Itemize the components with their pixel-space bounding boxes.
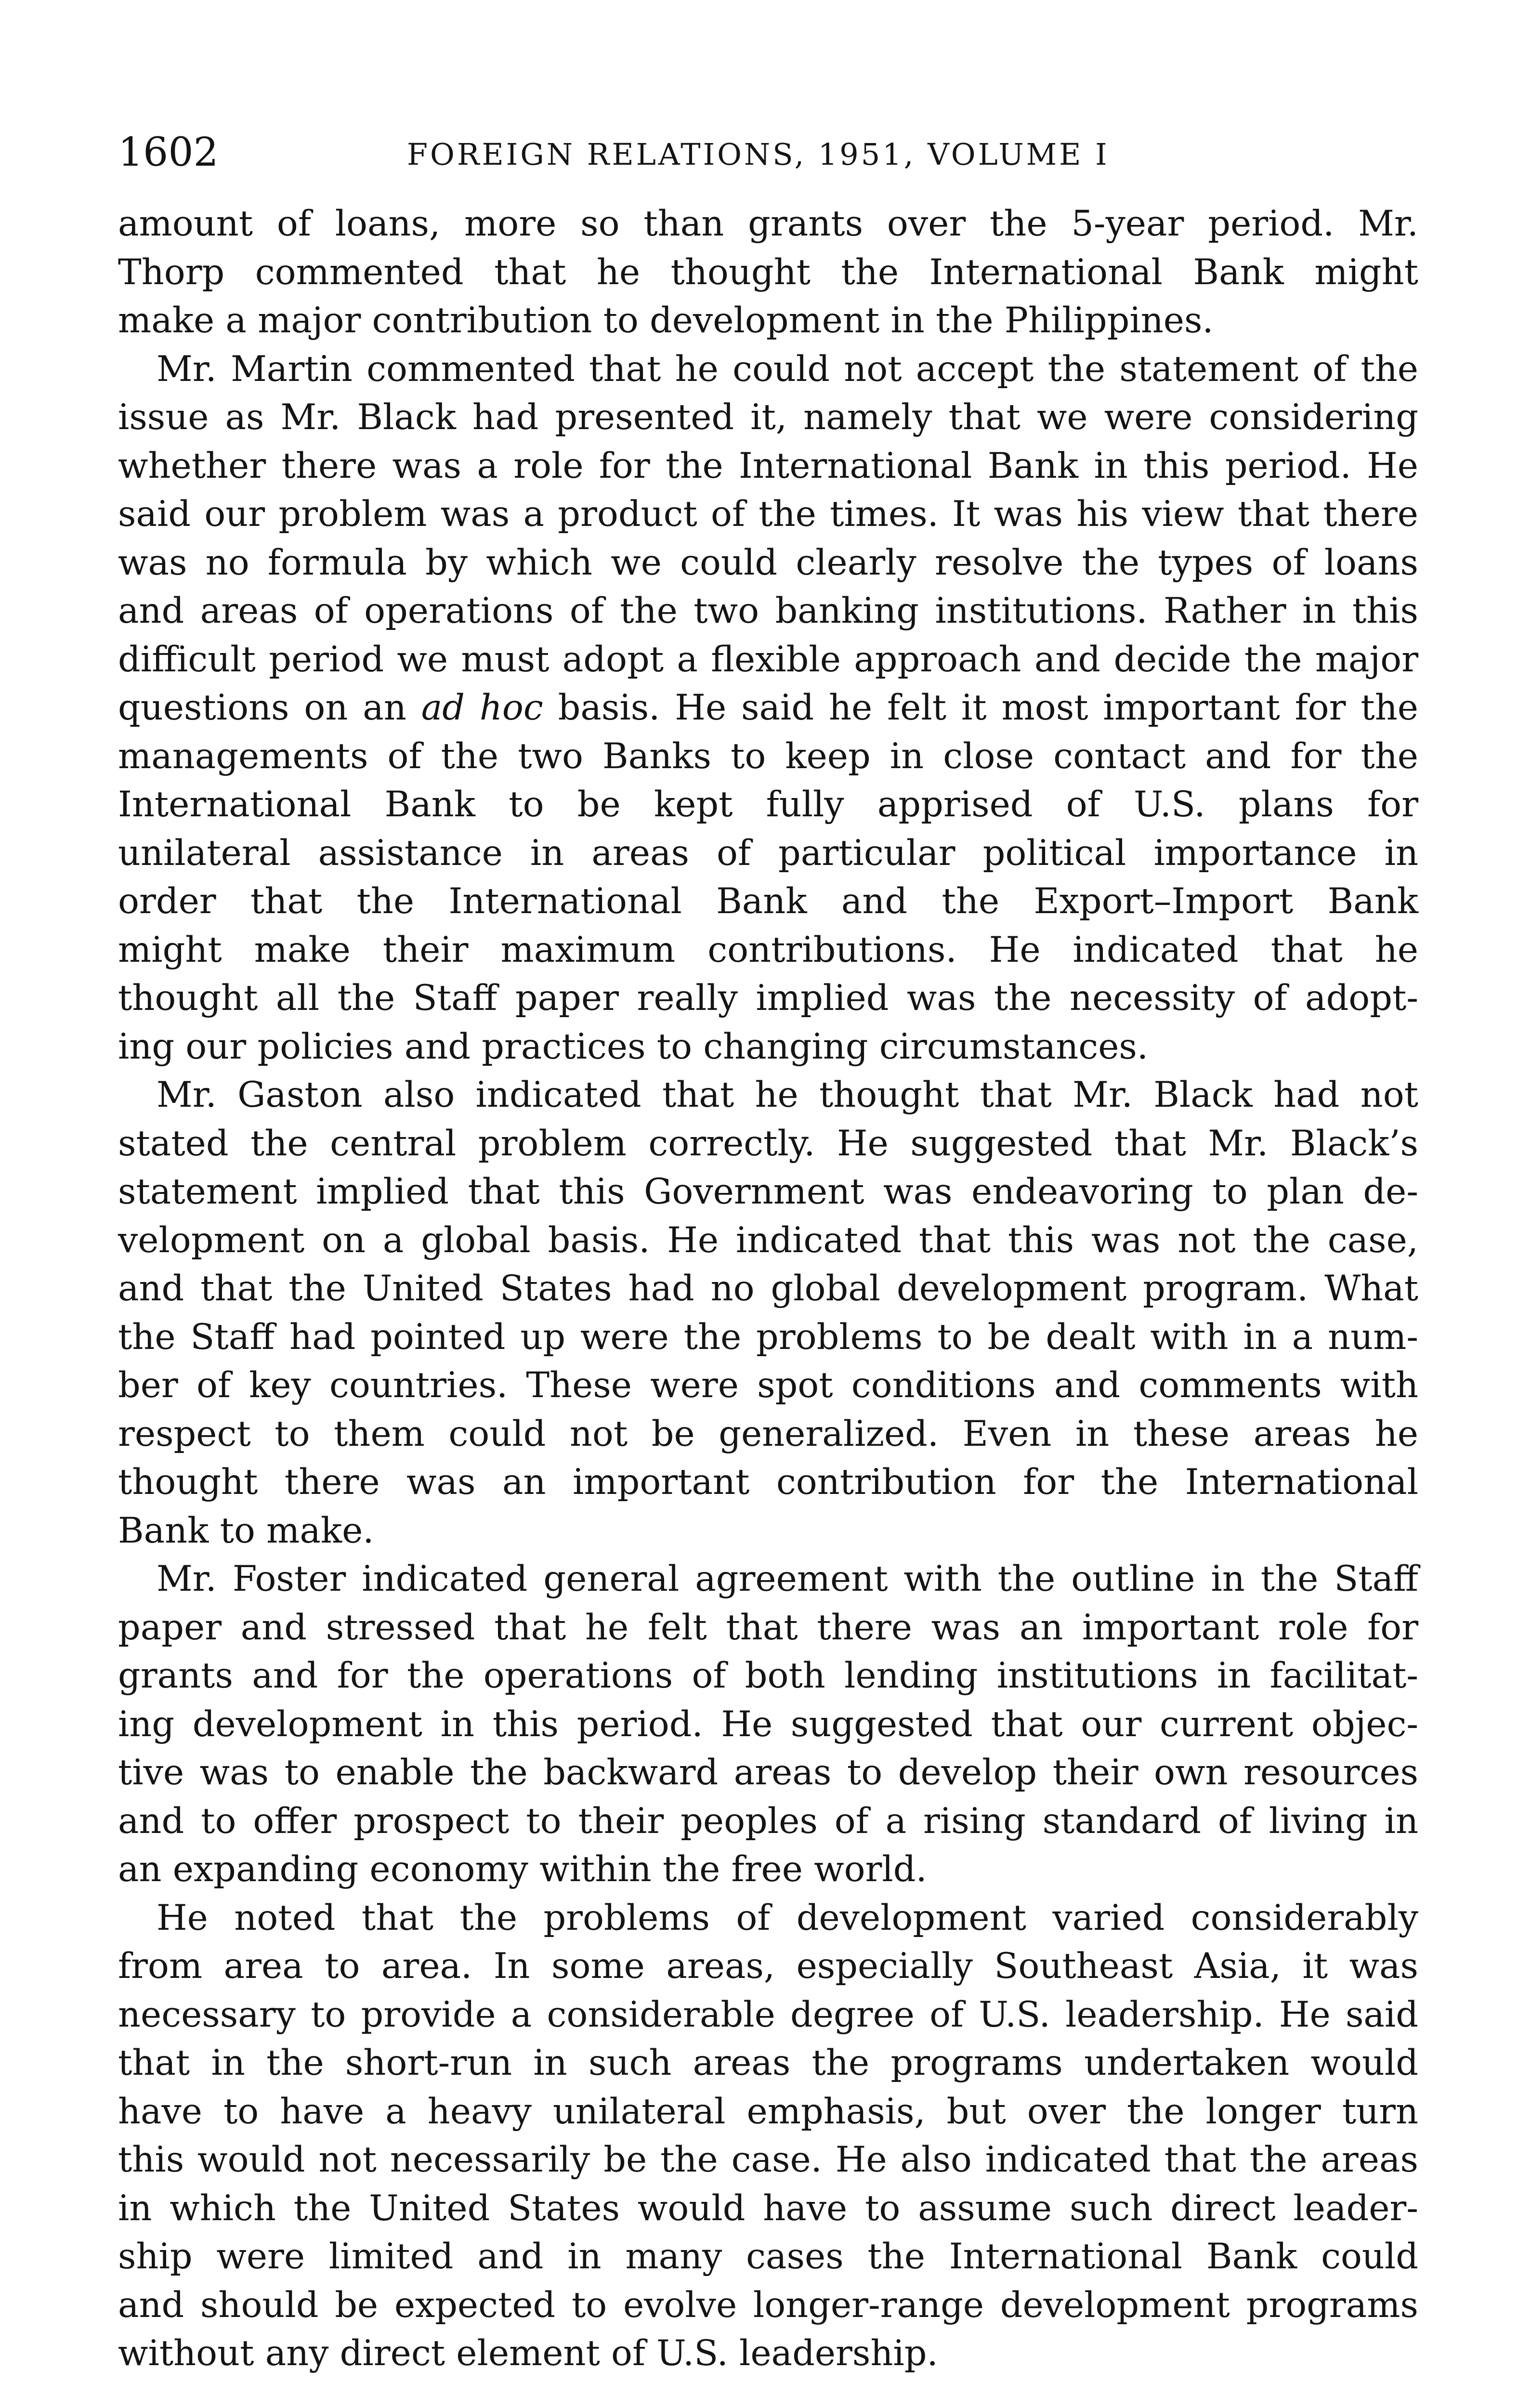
- text-line: respect to them could not be generalized. Even in these areas he: [118, 1413, 1418, 1454]
- text-line: the Staff had pointed up were the problems to be dealt with in a num-: [118, 1316, 1418, 1358]
- text-line: necessary to provide a considerable degree of U.S. leadership. He said: [118, 1994, 1418, 2035]
- text-run: basis. He said he felt it most important for the: [543, 687, 1418, 728]
- italic-term: ad hoc: [421, 687, 543, 728]
- text-line: paper and stressed that he felt that there was an important role for: [118, 1607, 1418, 1648]
- text-line: amount of loans, more so than grants over the 5-year period. Mr.: [118, 203, 1418, 244]
- text-line: He noted that the problems of development varied considerably: [157, 1897, 1418, 1938]
- text-line: might make their maximum contributions. He indicated that he: [118, 929, 1418, 970]
- page-number: 1602: [118, 130, 219, 175]
- text-line: from area to area. In some areas, especially Southeast Asia, it was: [118, 1946, 1418, 1987]
- paragraph: [118, 1894, 1418, 2378]
- text-line: International Bank to be kept fully apprised of U.S. plans for: [118, 784, 1418, 825]
- body-text: [118, 200, 1418, 2378]
- text-line: thought there was an important contribution for the International: [118, 1462, 1418, 1503]
- text-line: velopment on a global basis. He indicated that this was not the case,: [118, 1219, 1418, 1261]
- text-line: in which the United States would have to assume such direct leader-: [118, 2187, 1418, 2229]
- paragraph: [118, 345, 1418, 1072]
- text-line: ship were limited and in many cases the International Bank could: [118, 2236, 1418, 2277]
- text-line: Mr. Gaston also indicated that he thought that Mr. Black had not: [157, 1074, 1418, 1115]
- text-line: thought all the Staff paper really implied was the necessity of adopt-: [118, 978, 1418, 1019]
- text-line: this would not necessarily be the case. He also indicated that the areas: [118, 2139, 1418, 2180]
- text-line: an expanding economy within the free world.: [118, 1849, 927, 1890]
- text-line: Thorp commented that he thought the International Bank might: [118, 251, 1418, 293]
- text-line: make a major contribution to development in the Philippines.: [118, 300, 1214, 341]
- paragraph: [118, 200, 1418, 345]
- text-line: ing development in this period. He suggested that our current objec-: [118, 1703, 1418, 1745]
- text-line: and areas of operations of the two banking institutions. Rather in this: [118, 590, 1418, 631]
- text-line: difficult period we must adopt a flexible approach and decide the major: [118, 639, 1418, 680]
- running-header: [118, 126, 1418, 184]
- text-line: managements of the two Banks to keep in close contact and for the: [118, 735, 1418, 777]
- text-line: whether there was a role for the International Bank in this period. He: [118, 445, 1418, 486]
- text-run: questions on an: [118, 687, 421, 728]
- paragraph: [118, 1555, 1418, 1894]
- text-line: ing our policies and practices to changing circumstances.: [118, 1026, 1149, 1067]
- text-line: stated the central problem correctly. He suggested that Mr. Black’s: [118, 1123, 1418, 1164]
- text-line: and should be expected to evolve longer-range development programs: [118, 2284, 1418, 2326]
- running-header-title: FOREIGN RELATIONS, 1951, VOLUME I: [407, 137, 1110, 172]
- text-line: [118, 684, 1418, 733]
- text-line: Mr. Martin commented that he could not accept the statement of the: [157, 348, 1418, 390]
- paragraph: [118, 1071, 1418, 1555]
- text-line: have to have a heavy unilateral emphasis, but over the longer turn: [118, 2091, 1418, 2132]
- text-line: without any direct element of U.S. leadership.: [118, 2333, 938, 2374]
- text-line: was no formula by which we could clearly resolve the types of loans: [118, 542, 1418, 583]
- text-line: that in the short-run in such areas the programs undertaken would: [118, 2042, 1418, 2083]
- text-line: ber of key countries. These were spot conditions and comments with: [118, 1365, 1418, 1406]
- text-line: tive was to enable the backward areas to develop their own resources: [118, 1752, 1418, 1793]
- text-line: grants and for the operations of both lending institutions in facilitat-: [118, 1655, 1418, 1696]
- text-line: Mr. Foster indicated general agreement with the outline in the Staff: [157, 1558, 1418, 1599]
- text-line: order that the International Bank and the Export–Import Bank: [118, 881, 1418, 922]
- text-line: Bank to make.: [118, 1510, 374, 1551]
- text-line: and that the United States had no global development program. What: [118, 1268, 1418, 1309]
- text-line: and to offer prospect to their peoples of a rising standard of living in: [118, 1800, 1418, 1842]
- text-line: said our problem was a product of the times. It was his view that there: [118, 494, 1418, 535]
- text-line: statement implied that this Government was endeavoring to plan de-: [118, 1171, 1418, 1212]
- text-line: unilateral assistance in areas of particular political importance in: [118, 832, 1418, 874]
- text-line: issue as Mr. Black had presented it, namely that we were considering: [118, 397, 1418, 438]
